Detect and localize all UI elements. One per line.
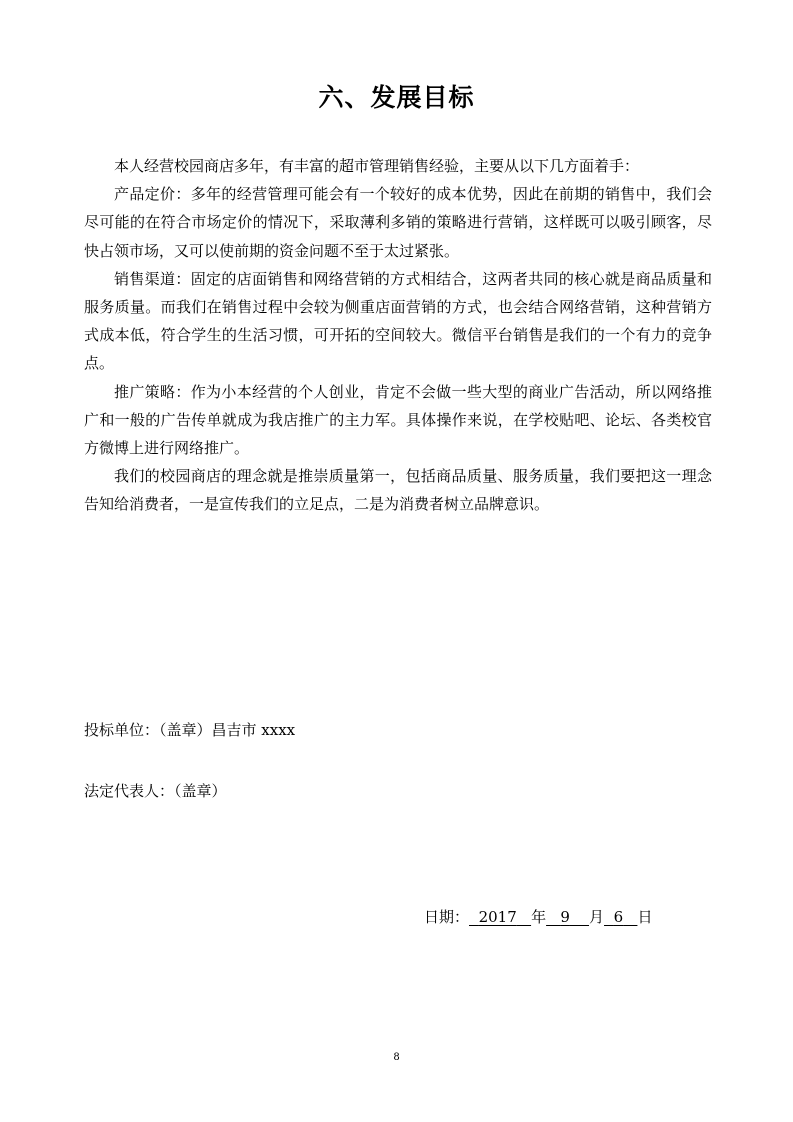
date-day-unit: 日: [637, 908, 653, 926]
date-month: 9: [560, 908, 570, 926]
date-month-blank: [546, 908, 589, 926]
paragraph-sales-channel: 销售渠道：固定的店面销售和网络营销的方式相结合，这两者共同的核心就是商品质量和服务质量。而我们在销售过程中会较为侧重店面营销的方式，也会结合网络营销，这种营销方式成本低，符合学生的生活习惯，可开拓的空间较大。微信平台销售是我们的一个有力的竞争点。: [84, 269, 712, 373]
date-line: [424, 906, 652, 927]
paragraph-promotion: 推广策略：作为小本经营的个人创业，肯定不会做一些大型的商业广告活动，所以网络推广和一般的广告传单就成为我店推广的主力军。具体操作来说，在学校贴吧、论坛、各类校官方微博上进行网络推广。: [84, 382, 712, 458]
date-year-blank: [469, 908, 531, 926]
date-year-unit: 年: [531, 908, 547, 926]
paragraph-intro: 本人经营校园商店多年，有丰富的超市管理销售经验，主要从以下几方面着手：: [114, 157, 640, 175]
paragraph-philosophy: 我们的校园商店的理念就是推崇质量第一，包括商品质量、服务质量，我们要把这一理念告知给消费者，一是宣传我们的立足点，二是为消费者树立品牌意识。: [84, 467, 712, 514]
body-text: [84, 152, 712, 519]
legal-representative-line: 法定代表人：（盖章）: [84, 782, 227, 800]
date-month-unit: 月: [589, 908, 605, 926]
page-number: 8: [393, 1052, 400, 1063]
paragraph-pricing: 产品定价：多年的经营管理可能会有一个较好的成本优势，因此在前期的销售中，我们会尽可能的在符合市场定价的情况下，采取薄利多销的策略进行营销，这样既可以吸引顾客，尽快占领市场，又可以使前期的资金问题不至于太过紧张。: [84, 185, 712, 260]
page-title: 六、发展目标: [318, 83, 475, 112]
date-year: 2017: [478, 908, 517, 926]
date-day-blank: [604, 908, 637, 926]
date-day: 6: [613, 908, 624, 926]
date-label: 日期：: [424, 908, 470, 926]
bidder-line: 投标单位：（盖章）昌吉市 xxxx: [84, 721, 296, 739]
